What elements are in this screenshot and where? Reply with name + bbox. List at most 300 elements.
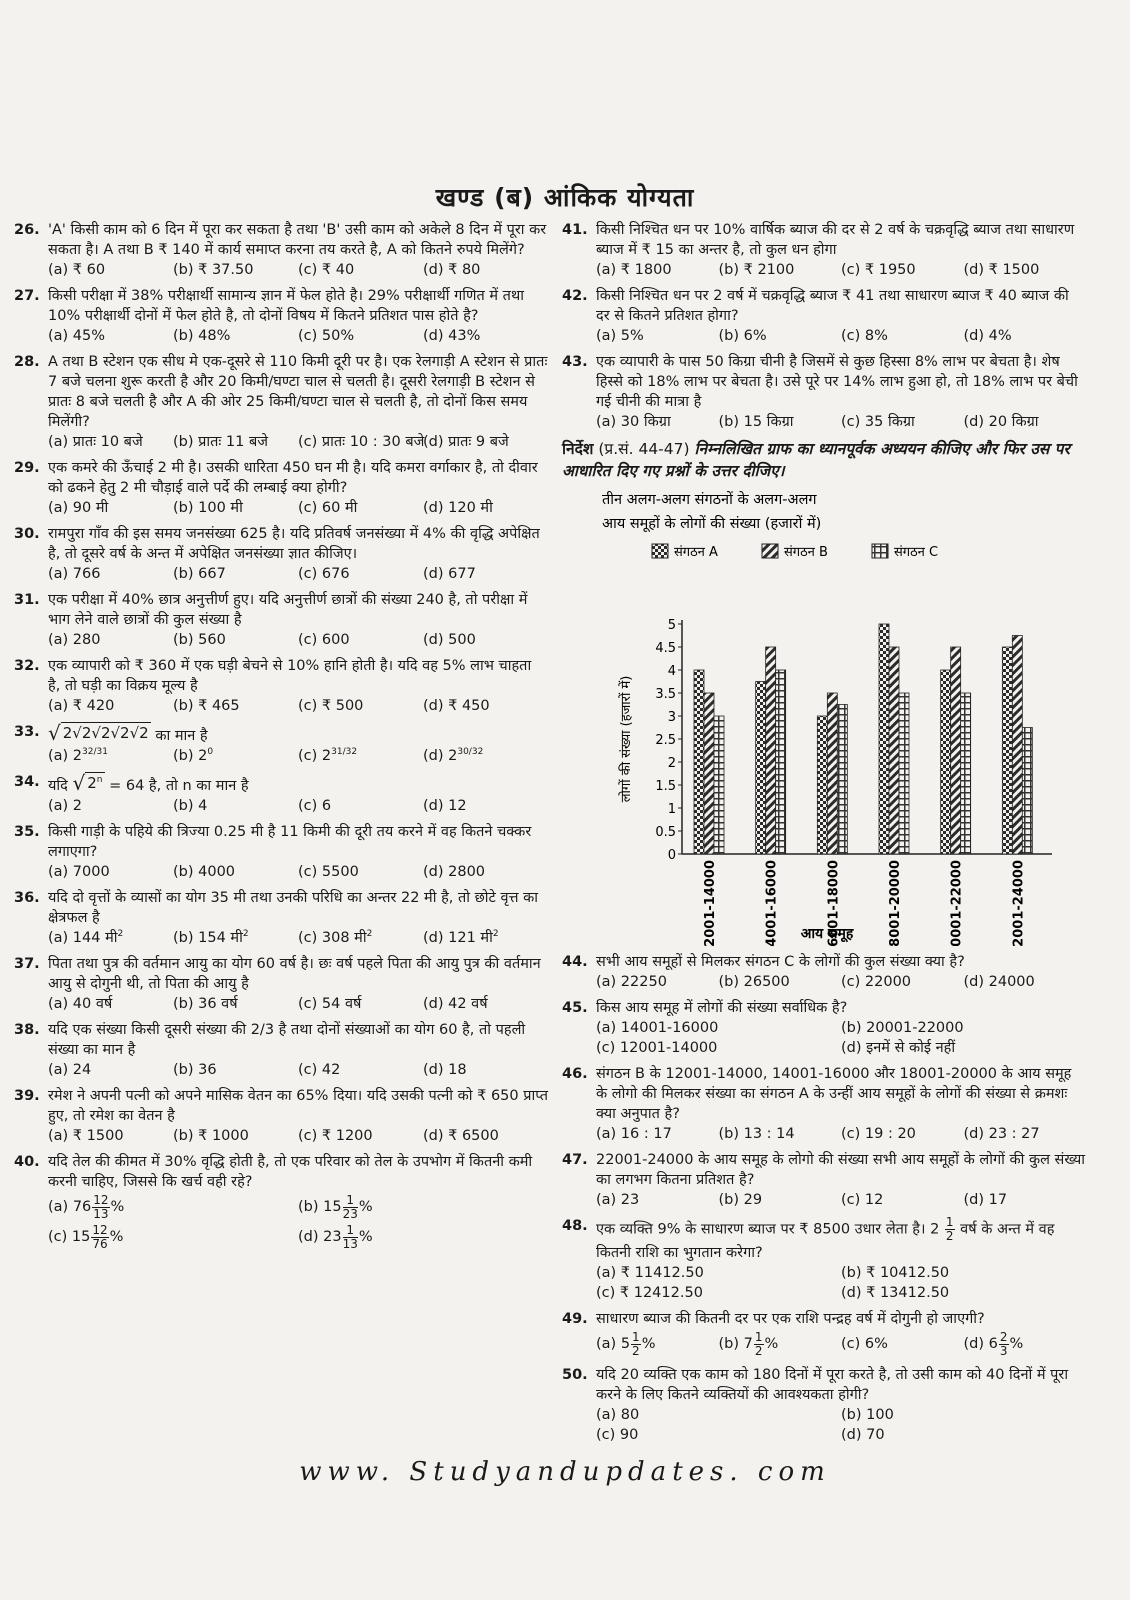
- radical-sign-icon: √: [48, 721, 61, 745]
- option: (c) 12: [841, 1192, 884, 1208]
- question-line: [14, 656, 548, 696]
- question-36: [14, 888, 548, 948]
- question-43: [562, 352, 1086, 432]
- directive-ref: (प्र.सं. 44-47): [598, 440, 690, 458]
- bar-2-6: [1012, 636, 1022, 855]
- option: (d) 17: [963, 1192, 1008, 1208]
- option: (d) प्रातः 9 बजे: [423, 434, 509, 450]
- question-text: सभी आय समूहों से मिलकर संगठन C के लोगों की कुल संख्या क्या है?: [596, 954, 965, 970]
- question-50: [562, 1365, 1086, 1445]
- options: [562, 1329, 1086, 1359]
- option: (c) 676: [298, 566, 350, 582]
- question-number: 48.: [562, 1218, 588, 1234]
- legend-label-2: संगठन B: [784, 545, 828, 560]
- question-31: [14, 590, 548, 650]
- fraction-denominator: 3: [999, 1343, 1008, 1358]
- left-column: [14, 220, 548, 1258]
- bar-1-5: [941, 670, 951, 854]
- options: [562, 1018, 1086, 1058]
- question-text: यदि दो वृत्तों के व्यासों का योग 35 मी तथा उनकी परिधि का अन्तर 22 मी है, तो छोटे वृत्त का क्षेत्रफल है: [48, 890, 539, 926]
- question-number: 44.: [562, 954, 588, 970]
- option-label: (a) 2: [48, 748, 83, 764]
- option: (a) ₹ 11412.50: [596, 1265, 704, 1281]
- option: (c) 8%: [841, 328, 888, 344]
- question-line: [14, 352, 548, 432]
- question-number: 36.: [14, 890, 40, 906]
- question-text: 'A' किसी काम को 6 दिन में पूरा कर सकता है तथा 'B' उसी काम को अकेले 8 दिन में पूरा कर सकता है। A तथा B ₹ 140 में कार्य समाप्त करना तय करते है, A को कितने रुपये मिलेंगे?: [48, 222, 547, 258]
- bar-2-5: [951, 647, 961, 854]
- question-28: [14, 352, 548, 452]
- option: (d) 70: [841, 1427, 885, 1443]
- option: (c) 19 : 20: [841, 1126, 916, 1142]
- option: (b) 48%: [173, 328, 231, 344]
- fraction: [92, 1194, 109, 1221]
- option: (c) ₹ 500: [298, 698, 364, 714]
- option: (b) ₹ 465: [173, 698, 240, 714]
- y-tick-label: 4.5: [655, 641, 676, 656]
- option: (d) 12: [423, 798, 467, 814]
- option: (d) 2800: [423, 864, 486, 880]
- options: [14, 1192, 548, 1252]
- option-label: (b) 154 मी: [173, 930, 243, 946]
- y-tick-label: 1.5: [655, 779, 676, 794]
- option-label: (b): [718, 1336, 740, 1352]
- option: (b) 667: [173, 566, 226, 582]
- y-axis-label: लोगों की संख्या (हजारों में): [619, 675, 634, 803]
- option-whole: 15: [71, 1229, 91, 1245]
- question-group-44-47: [562, 952, 1086, 1210]
- bar-3-5: [961, 693, 971, 854]
- question-number: 34.: [14, 774, 40, 790]
- option-exponent: 2: [366, 929, 373, 940]
- option: (a) ₹ 420: [48, 698, 115, 714]
- x-tick-label: 22001-24000: [1011, 860, 1027, 946]
- option: [423, 928, 548, 948]
- question-line: [14, 590, 548, 630]
- option: (d) 4%: [963, 328, 1012, 344]
- question-number: 43.: [562, 354, 588, 370]
- question-number: 27.: [14, 288, 40, 304]
- option-label: (c) 308 मी: [298, 930, 367, 946]
- y-tick-label: 1: [667, 802, 676, 817]
- option: (d) ₹ 1500: [963, 262, 1040, 278]
- options: [562, 1405, 1086, 1445]
- option: (a) ₹ 1800: [596, 262, 672, 278]
- question-line: [14, 524, 548, 564]
- fraction-denominator: 2: [945, 1229, 954, 1243]
- question-text: संगठन B के 12001-14000, 14001-16000 और 18001-20000 के आय समूह के लोगो की मिलकर संख्या का संगठन A के उन्हीं आय समूहों के लोगों की संख्या से क्रमशः क्या अनुपात है?: [596, 1066, 1072, 1122]
- fraction-numerator: 1: [343, 1194, 358, 1208]
- bar-3-6: [1022, 728, 1032, 855]
- question-number: 33.: [14, 724, 40, 740]
- question-line: [562, 352, 1086, 412]
- option-label: (b) 2: [173, 748, 208, 764]
- option-label: (a) 144 मी: [48, 930, 118, 946]
- y-tick-label: 2: [667, 756, 676, 771]
- option: [48, 746, 173, 766]
- question-text: पिता तथा पुत्र की वर्तमान आयु का योग 60 वर्ष है। छः वर्ष पहले पिता की आयु पुत्र की वर्तमान आयु से दोगुनी थी, तो पिता की आयु है: [48, 956, 541, 992]
- option-tail: %: [109, 1229, 124, 1245]
- question-line: [562, 220, 1086, 260]
- x-tick-label: 14001-16000: [764, 860, 780, 946]
- option: (c) 60 मी: [298, 500, 358, 516]
- bar-3-1: [714, 716, 724, 854]
- chart-title-line-1: तीन अलग-अलग संगठनों के अलग-अलग: [602, 492, 817, 508]
- option-exponent: 30/32: [457, 747, 484, 758]
- option: (b) 13 : 14: [718, 1126, 795, 1142]
- legend-swatch-2: [762, 544, 778, 558]
- option: [173, 928, 298, 948]
- option: (b) 15 किग्रा: [718, 414, 794, 430]
- question-46: [562, 1064, 1086, 1144]
- directive-text: निम्नलिखित ग्राफ का ध्यानपूर्वक अध्ययन कीजिए और फिर उस पर आधारित दिए गए प्रश्नों के उत्तर दीजिए।: [562, 440, 1070, 480]
- option: (a) 24: [48, 1062, 92, 1078]
- options: [14, 326, 548, 346]
- option: (a) 280: [48, 632, 101, 648]
- options: [14, 1126, 548, 1146]
- option-label: (c) 6%: [841, 1336, 888, 1352]
- option: (d) ₹ 80: [423, 262, 481, 278]
- question-33: [14, 722, 548, 766]
- fraction-numerator: 2: [999, 1329, 1008, 1344]
- question-text: किस आय समूह में लोगों की संख्या सर्वाधिक है?: [596, 1000, 848, 1016]
- option: (b) 20001-22000: [841, 1020, 964, 1036]
- question-number: 38.: [14, 1022, 40, 1038]
- option: (a) 16 : 17: [596, 1126, 672, 1142]
- question-line: [14, 1020, 548, 1060]
- option-tail: %: [358, 1229, 373, 1245]
- option: [423, 746, 548, 766]
- option-label: (d) 121 मी: [423, 930, 493, 946]
- option: (c) 42: [298, 1062, 341, 1078]
- y-tick-label: 2.5: [655, 733, 676, 748]
- question-45: [562, 998, 1086, 1058]
- fraction-numerator: 1: [343, 1224, 358, 1238]
- options: [14, 994, 548, 1014]
- option-exponent: 0: [207, 747, 214, 758]
- question-line: [14, 220, 548, 260]
- question-group-41-43: [562, 220, 1086, 432]
- radical: [72, 772, 104, 793]
- option: (d) 42 वर्ष: [423, 996, 488, 1012]
- option-label: (d): [963, 1336, 985, 1352]
- radical-sign-icon: √: [72, 771, 86, 795]
- question-text: यदि 20 व्यक्ति एक काम को 180 दिनों में पूरा करते है, तो उसी काम को 40 दिनों में पूरा करने के लिए कितने व्यक्तियों की आवश्यकता होगी?: [596, 1367, 1069, 1403]
- fraction: [754, 1331, 764, 1358]
- legend-swatch-1: [652, 544, 668, 558]
- question-text: एक व्यापारी के पास 50 किग्रा चीनी है जिसमें से कुछ हिस्सा 8% लाभ पर बेचता है। शेष हिस्से को 18% लाभ पर बेचता है। उसे पूरे पर 14% लाभ हुआ हो, तो 18% लाभ पर बेची गई चीनी की मात्रा है: [596, 354, 1078, 410]
- section-heading: खण्ड (ब) आंकिक योग्यता: [435, 183, 695, 212]
- option: (a) 7000: [48, 864, 110, 880]
- question-26: [14, 220, 548, 280]
- bar-1-3: [817, 716, 827, 854]
- legend-swatch-3: [872, 544, 888, 558]
- option: (d) 677: [423, 566, 476, 582]
- fraction-denominator: 76: [92, 1236, 108, 1251]
- options: [14, 498, 548, 518]
- option-whole: 6: [988, 1336, 998, 1352]
- nested-radical: [48, 722, 151, 743]
- options: [562, 1263, 1086, 1303]
- option: (c) 90: [596, 1427, 639, 1443]
- option: (b) 26500: [718, 974, 790, 990]
- option-label: (c): [48, 1229, 68, 1245]
- x-tick-label: 20001-22000: [949, 860, 965, 946]
- options: [562, 260, 1086, 280]
- option: (b) ₹ 2100: [718, 262, 795, 278]
- question-line: [14, 286, 548, 326]
- question-number: 32.: [14, 658, 40, 674]
- option: [48, 1192, 298, 1222]
- fraction: [631, 1331, 641, 1358]
- option: (a) 90 मी: [48, 500, 109, 516]
- question-35: [14, 822, 548, 882]
- options: [14, 1060, 548, 1080]
- options: [14, 696, 548, 716]
- option: (a) 23: [596, 1192, 640, 1208]
- question-text: किसी निश्चित धन पर 10% वार्षिक ब्याज की दर से 2 वर्ष के चक्रवृद्धि ब्याज तथा साधारण ब्याज में ₹ 15 का अन्तर है, तो कुल धन होगा: [596, 222, 1075, 258]
- question-text: रमेश ने अपनी पत्नी को अपने मासिक वेतन का 65% दिया। यदि उसकी पत्नी को ₹ 650 प्राप्त हुए, तो रमेश का वेतन है: [48, 1088, 548, 1124]
- fraction-numerator: 12: [93, 1192, 109, 1207]
- legend-label-1: संगठन A: [674, 545, 718, 560]
- fraction: [343, 1194, 358, 1221]
- option: (b) 29: [718, 1192, 763, 1208]
- option: (d) 120 मी: [423, 500, 493, 516]
- option-label: (b): [298, 1199, 319, 1215]
- option: (b) ₹ 1000: [173, 1128, 249, 1144]
- question-text: किसी परीक्षा में 38% परीक्षार्थी सामान्य ज्ञान में फेल होते है। 29% परीक्षार्थी गणित में तथा 10% परीक्षार्थी दोनों में फेल होते है, तो दोनों विषय में कितने प्रतिशत पास होते है?: [48, 288, 524, 324]
- question-number: 26.: [14, 222, 40, 238]
- options: [562, 1190, 1086, 1210]
- question-47: [562, 1150, 1086, 1210]
- option: [48, 928, 173, 948]
- bar-2-1: [704, 693, 714, 854]
- option-exponent: 2: [242, 929, 249, 940]
- option: [48, 1222, 298, 1252]
- fraction-numerator: 12: [92, 1222, 108, 1237]
- bar-2-3: [827, 693, 837, 854]
- question-32: [14, 656, 548, 716]
- option: [298, 1222, 548, 1252]
- option: (d) 20 किग्रा: [963, 414, 1039, 430]
- question-number: 50.: [562, 1367, 588, 1383]
- question-49: [562, 1309, 1086, 1359]
- option: (a) 80: [596, 1407, 640, 1423]
- question-line: [562, 952, 1086, 972]
- fraction: [999, 1331, 1009, 1358]
- question-line: [14, 954, 548, 994]
- question-40: [14, 1152, 548, 1252]
- bar-3-4: [899, 693, 909, 854]
- option: (c) 5500: [298, 864, 359, 880]
- question-41: [562, 220, 1086, 280]
- question-number: 28.: [14, 354, 40, 370]
- fraction-denominator: 13: [93, 1206, 109, 1221]
- bar-chart: [562, 486, 1086, 946]
- question-text: किसी निश्चित धन पर 2 वर्ष में चक्रवृद्धि ब्याज ₹ 41 तथा साधारण ब्याज ₹ 40 ब्याज की दर से कितने प्रतिशत होगा?: [596, 288, 1069, 324]
- question-42: [562, 286, 1086, 346]
- legend-label-3: संगठन C: [894, 545, 939, 560]
- option-tail: %: [1009, 1336, 1024, 1352]
- question-text: एक व्यापारी को ₹ 360 में एक घड़ी बेचने से 10% हानि होती है। यदि वह 5% लाभ चाहता है, तो घड़ी का विक्रय मूल्य है: [48, 658, 532, 694]
- bar-3-2: [776, 670, 786, 854]
- directive: [562, 438, 1086, 482]
- question-group-37-39: [14, 954, 548, 1146]
- option: (c) ₹ 1950: [841, 262, 916, 278]
- option-whole: 23: [323, 1229, 342, 1245]
- option: (c) 35 किग्रा: [841, 414, 915, 430]
- option: (c) 50%: [298, 328, 355, 344]
- x-tick-label: 16001-18000: [826, 860, 842, 946]
- option: (a) 14001-16000: [596, 1020, 719, 1036]
- bar-2-4: [889, 647, 899, 854]
- radicand-exponent: n: [96, 775, 103, 785]
- question-44: [562, 952, 1086, 992]
- question-text-cont: वर्ष के अन्त में वह कितनी राशि का भुगतान करेगा?: [596, 1221, 1055, 1261]
- question-text: किसी गाड़ी के पहिये की त्रिज्या 0.25 मी है 11 किमी की दूरी तय करने में वह कितने चक्कर लगाएगा?: [48, 824, 532, 860]
- option: (d) ₹ 13412.50: [841, 1285, 950, 1301]
- option: (c) ₹ 12412.50: [596, 1285, 703, 1301]
- option: (a) ₹ 60: [48, 262, 106, 278]
- fraction-numerator: 1: [632, 1329, 640, 1344]
- options: [14, 862, 548, 882]
- question-37: [14, 954, 548, 1014]
- options: [14, 746, 548, 766]
- fraction-numerator: 1: [945, 1215, 954, 1229]
- question-text: यदि एक संख्या किसी दूसरी संख्या की 2/3 है तथा दोनों संख्याओं का योग 60 है, तो पहली संख्या का मान है: [48, 1022, 526, 1058]
- question-29: [14, 458, 548, 518]
- option: (a) 5%: [596, 328, 644, 344]
- x-tick-label: 12001-14000: [703, 860, 718, 946]
- option: (c) ₹ 1200: [298, 1128, 373, 1144]
- radicand: 2: [87, 774, 97, 792]
- question-number: 39.: [14, 1088, 40, 1104]
- option: (b) 6%: [718, 328, 767, 344]
- option-label: (c) 2: [298, 748, 332, 764]
- option: (a) 30 किग्रा: [596, 414, 671, 430]
- question-group-26-32: [14, 220, 548, 716]
- fraction: [945, 1216, 955, 1243]
- option: (b) 100 मी: [173, 500, 243, 516]
- question-number: 35.: [14, 824, 40, 840]
- option: (a) 40 वर्ष: [48, 996, 113, 1012]
- question-number: 37.: [14, 956, 40, 972]
- question-suffix: का मान है: [155, 728, 208, 744]
- right-column: [562, 220, 1086, 1451]
- option: (b) ₹ 10412.50: [841, 1265, 950, 1281]
- option: (a) 766: [48, 566, 101, 582]
- option: (c) 12001-14000: [596, 1040, 718, 1056]
- y-tick-label: 3.5: [655, 687, 676, 702]
- chart-title-line-2: आय समूहों के लोगों की संख्या (हजारों में): [602, 516, 822, 532]
- question-number: 42.: [562, 288, 588, 304]
- y-tick-label: 4: [667, 664, 676, 679]
- chart: [562, 486, 1086, 946]
- fraction-denominator: 2: [754, 1343, 763, 1358]
- options: [14, 260, 548, 280]
- option: (c) ₹ 40: [298, 262, 355, 278]
- question-text: A तथा B स्टेशन एक सीध मे एक-दूसरे से 110 किमी दूरी पर है। एक रेलगाड़ी A स्टेशन से प्रातः 7 बजे चलना शुरू करती है और 20 किमी/घण्टा चाल से चलती है। दूसरी रेलगाड़ी B स्टेशन से प्रातः 8 बजे चलती है और A की ओर 25 किमी/घण्टा चाल से चलती है, तो दोनों किस समय मिलेंगी?: [48, 354, 548, 430]
- option-label: (d) 2: [423, 748, 458, 764]
- option-exponent: 2: [117, 929, 124, 940]
- question-text: 22001-24000 के आय समूह के लोगो की संख्या सभी आय समूहों के लोगों की कुल संख्या का लगभग कितना प्रतिशत है?: [596, 1152, 1085, 1188]
- option-tail: %: [764, 1336, 779, 1352]
- question-line: [562, 286, 1086, 326]
- question-line: [14, 822, 548, 862]
- option: [173, 746, 298, 766]
- options: [14, 432, 548, 452]
- question-number: 29.: [14, 460, 40, 476]
- fraction: [91, 1224, 108, 1251]
- y-tick-label: 0: [667, 848, 676, 863]
- options: [14, 564, 548, 584]
- question-number: 41.: [562, 222, 588, 238]
- option: (d) 43%: [423, 328, 481, 344]
- option: (a) 2: [48, 798, 83, 814]
- option: (a) ₹ 1500: [48, 1128, 124, 1144]
- question-number: 45.: [562, 1000, 588, 1016]
- question-suffix: = 64 है, तो n का मान है: [109, 778, 249, 794]
- option: (c) 22000: [841, 974, 912, 990]
- option: (b) प्रातः 11 बजे: [173, 434, 269, 450]
- option: [298, 928, 423, 948]
- question-number: 30.: [14, 526, 40, 542]
- bar-1-4: [879, 624, 889, 854]
- bar-1-6: [1002, 647, 1012, 854]
- question-number: 46.: [562, 1066, 588, 1082]
- question-number: 49.: [562, 1311, 588, 1327]
- option: (c) 600: [298, 632, 350, 648]
- x-tick-label: 18001-20000: [888, 860, 903, 946]
- question-prefix: यदि: [48, 778, 68, 794]
- option: [841, 1329, 964, 1359]
- option-exponent: 31/32: [331, 747, 358, 758]
- option: (a) 22250: [596, 974, 667, 990]
- options: [562, 972, 1086, 992]
- question-text: साधारण ब्याज की कितनी दर पर एक राशि पन्द्रह वर्ष में दोगुनी हो जाएगी?: [596, 1311, 985, 1327]
- option: (d) ₹ 450: [423, 698, 490, 714]
- question-line: [562, 1150, 1086, 1190]
- option: (a) प्रातः 10 बजे: [48, 434, 143, 450]
- bar-3-3: [837, 705, 847, 855]
- option: (d) 18: [423, 1062, 467, 1078]
- question-line: [562, 998, 1086, 1018]
- option: (c) 54 वर्ष: [298, 996, 362, 1012]
- question-line: [562, 1064, 1086, 1124]
- option: [719, 1329, 842, 1359]
- option: (d) 23 : 27: [963, 1126, 1040, 1142]
- bar-2-2: [766, 647, 776, 854]
- option-exponent: 32/31: [82, 747, 108, 758]
- options: [562, 412, 1086, 432]
- question-number: 40.: [14, 1154, 40, 1170]
- x-axis-label: आय समूह: [800, 926, 854, 942]
- question-text: एक परीक्षा में 40% छात्र अनुत्तीर्ण हुए। यदि अनुत्तीर्ण छात्रों की संख्या 240 है, तो परीक्षा में भाग लेने वाले छात्रों की कुल संख्या है: [48, 592, 528, 628]
- question-39: [14, 1086, 548, 1146]
- options: [14, 630, 548, 650]
- option: (b) 100: [841, 1407, 894, 1423]
- question-34: [14, 772, 548, 816]
- question-30: [14, 524, 548, 584]
- option: (b) 36: [173, 1062, 217, 1078]
- fraction: [343, 1224, 358, 1251]
- option-whole: 76: [72, 1199, 92, 1215]
- question-line: [14, 458, 548, 498]
- question-text: यदि तेल की कीमत में 30% वृद्धि होती है, तो एक परिवार को तेल के उपभोग में कितनी कमी करनी चाहिए, जिससे कि खर्च वही रहे?: [48, 1154, 533, 1190]
- y-tick-label: 5: [667, 618, 676, 633]
- option: (d) 500: [423, 632, 476, 648]
- option-whole: 7: [743, 1336, 753, 1352]
